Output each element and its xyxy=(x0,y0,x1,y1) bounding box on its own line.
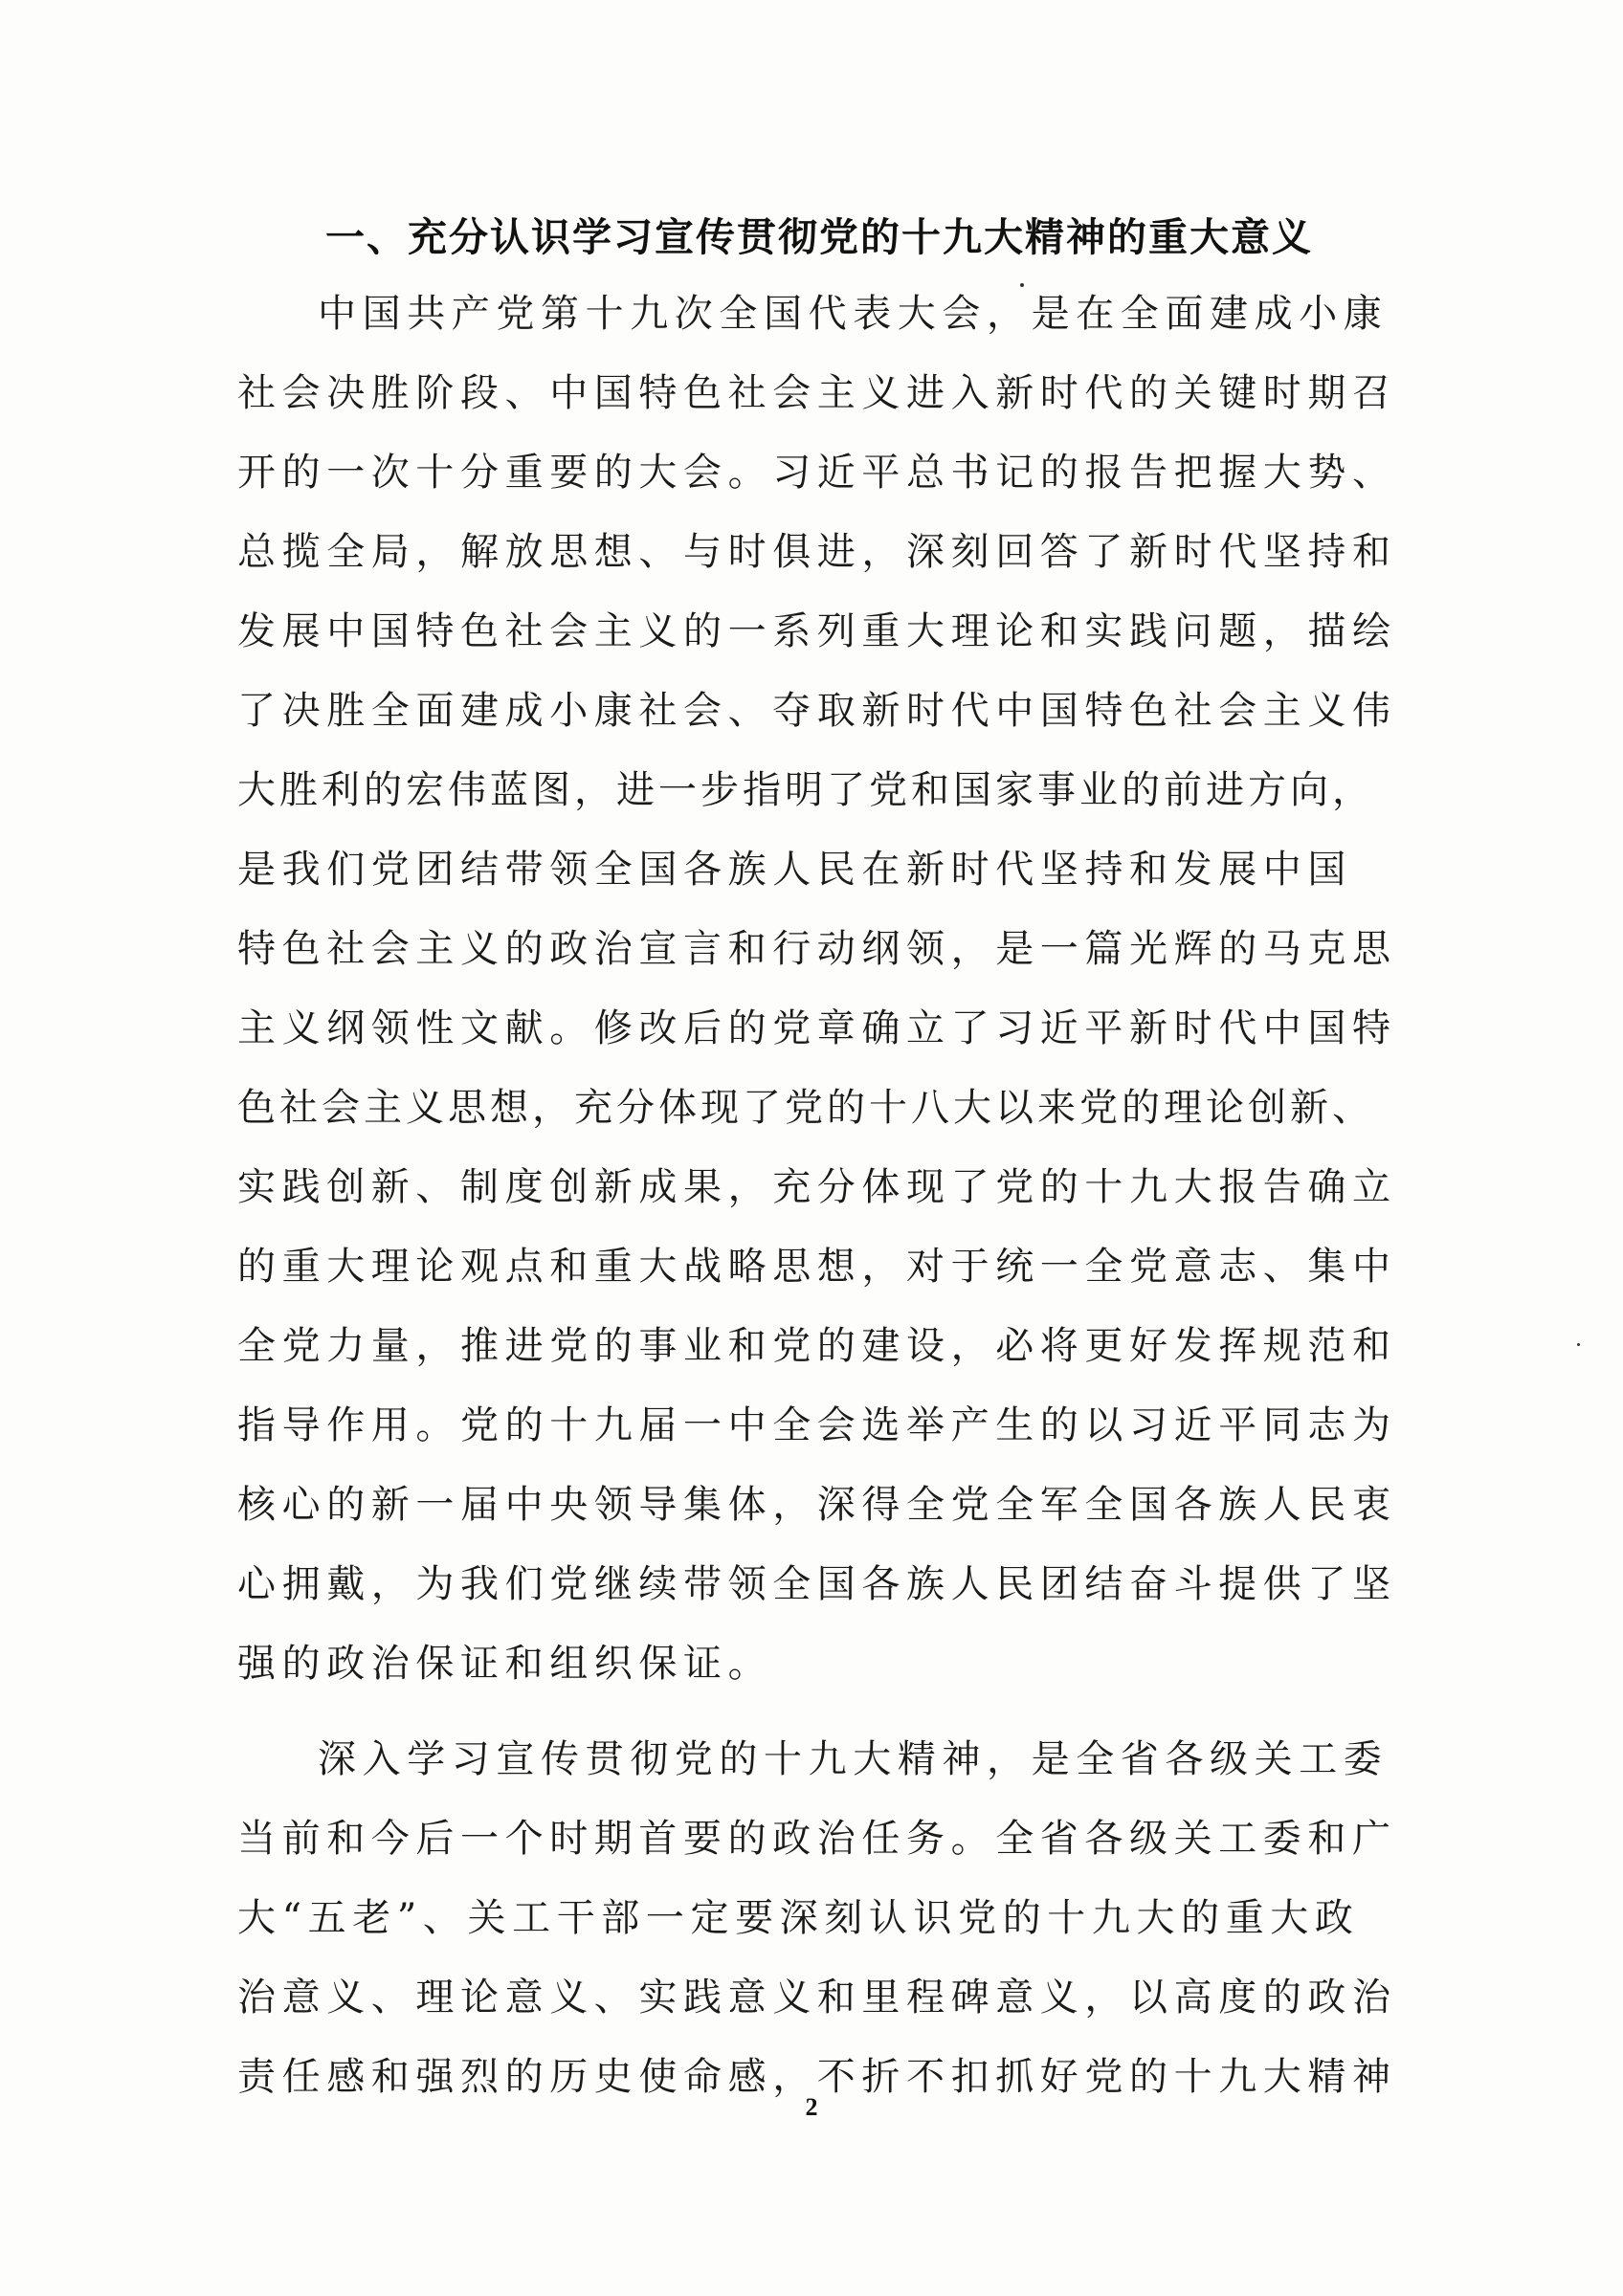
page-number: 2 xyxy=(805,2093,818,2121)
paragraph-line: 治意义、理论意义、实践意义和里程碑意义，以高度的政治 xyxy=(237,1976,1397,2020)
paragraph-line: 了决胜全面建成小康社会、夺取新时代中国特色社会主义伟 xyxy=(237,689,1397,733)
paragraph-line: 大胜利的宏伟蓝图，进一步指明了党和国家事业的前进方向， xyxy=(237,768,1374,812)
paragraph-line: 开的一次十分重要的大会。习近平总书记的报告把握大势、 xyxy=(237,451,1397,495)
paragraph-line: 深入学习宣传贯彻党的十九大精神，是全省各级关工委 xyxy=(318,1737,1389,1781)
paragraph-line: 心拥戴，为我们党继续带领全国各族人民团结奋斗提供了坚 xyxy=(237,1562,1397,1606)
scan-speck xyxy=(1577,1343,1580,1346)
paragraph-line: 责任感和强烈的历史使命感，不折不扣抓好党的十九大精神 xyxy=(237,2055,1397,2099)
section-heading: 一、充分认识学习宣传贯彻党的十九大精神的重大意义 xyxy=(325,214,1313,260)
paragraph-line: 发展中国特色社会主义的一系列重大理论和实践问题，描绘 xyxy=(237,609,1397,653)
paragraph-line: 强的政治保证和组织保证。 xyxy=(237,1642,773,1686)
paragraph-line: 是我们党团结带领全国各族人民在新时代坚持和发展中国 xyxy=(237,848,1352,892)
paragraph-line: 色社会主义思想，充分体现了党的十八大以来党的理论创新、 xyxy=(237,1086,1374,1130)
scan-speck xyxy=(1020,283,1024,287)
paragraph-line: 当前和今后一个时期首要的政治任务。全省各级关工委和广 xyxy=(237,1817,1397,1861)
paragraph-1 xyxy=(237,275,1397,1704)
paragraph-line: 指导作用。党的十九届一中全会选举产生的以习近平同志为 xyxy=(237,1403,1397,1447)
paragraph-line: 社会决胜阶段、中国特色社会主义进入新时代的关键时期召 xyxy=(237,371,1397,415)
paragraph-line: 中国共产党第十九次全国代表大会，是在全面建成小康 xyxy=(318,292,1389,336)
paragraph-2 xyxy=(237,1720,1397,2117)
paragraph-line: 主义纲领性文献。修改后的党章确立了习近平新时代中国特 xyxy=(237,1006,1397,1050)
paragraph-line: 实践创新、制度创新成果，充分体现了党的十九大报告确立 xyxy=(237,1165,1397,1209)
paragraph-line: 大“五老”、关工干部一定要深刻认识党的十九大的重大政 xyxy=(237,1896,1360,1940)
paragraph-line: 核心的新一届中央领导集体，深得全党全军全国各族人民衷 xyxy=(237,1483,1397,1527)
paragraph-line: 全党力量，推进党的事业和党的建设，必将更好发挥规范和 xyxy=(237,1324,1397,1368)
paragraph-line: 总揽全局，解放思想、与时俱进，深刻回答了新时代坚持和 xyxy=(237,530,1397,574)
paragraph-line: 特色社会主义的政治宣言和行动纲领，是一篇光辉的马克思 xyxy=(237,927,1397,971)
paragraph-line: 的重大理论观点和重大战略思想，对于统一全党意志、集中 xyxy=(237,1245,1397,1289)
